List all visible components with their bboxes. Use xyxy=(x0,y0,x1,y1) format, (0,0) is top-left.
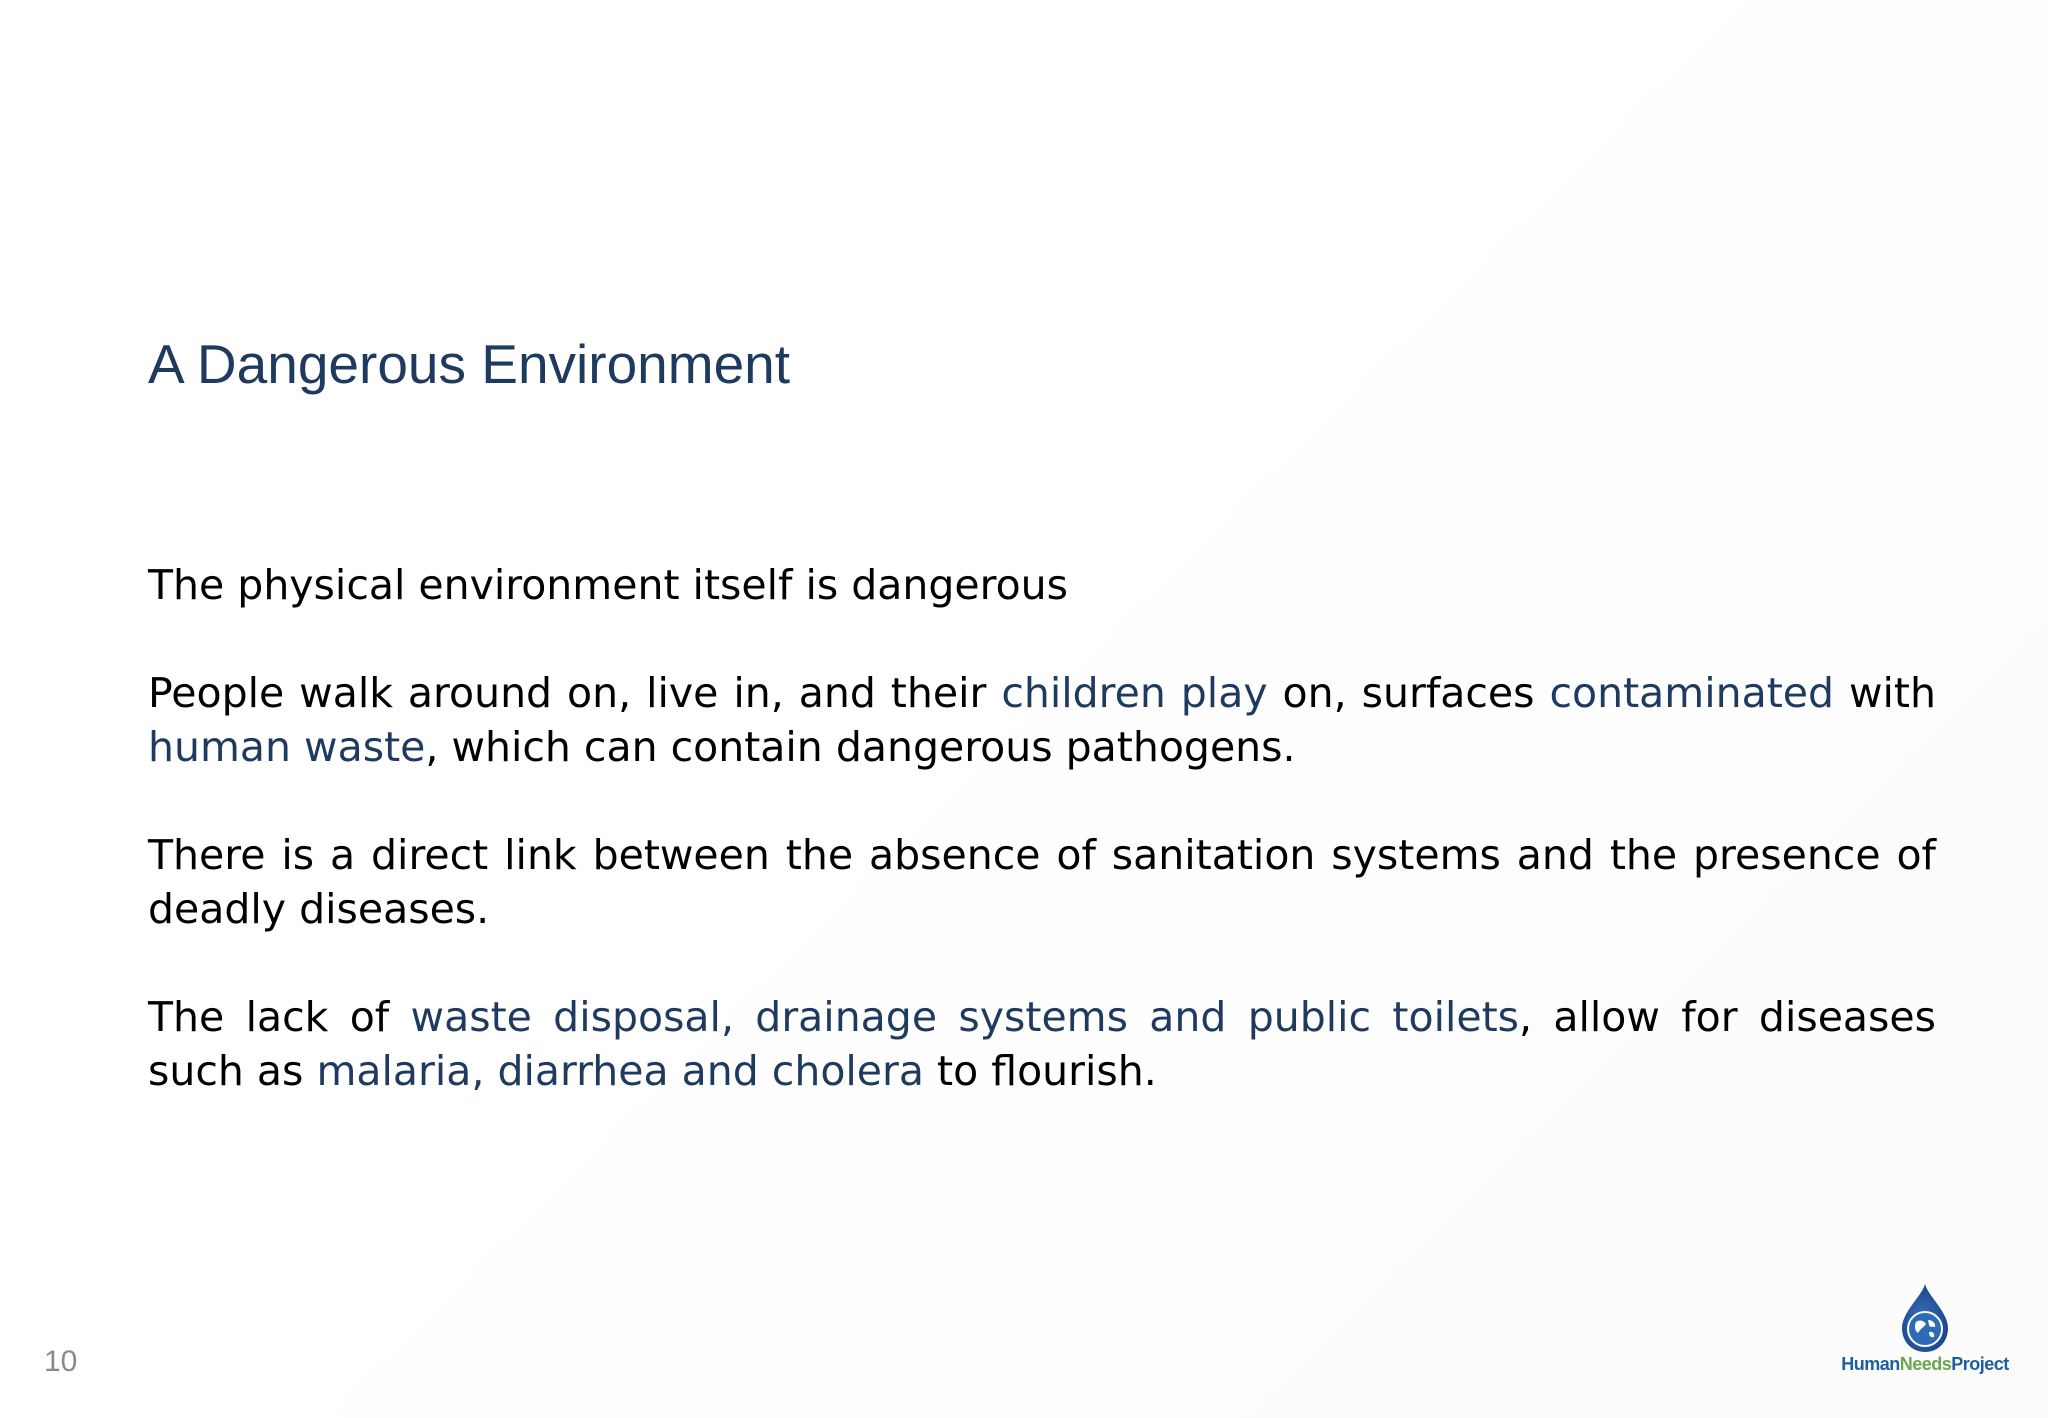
p2-text-1: People walk around on, live in, and their xyxy=(148,669,1002,717)
logo-word-needs: Needs xyxy=(1899,1354,1952,1374)
logo-word-human: Human xyxy=(1841,1354,1900,1374)
p2-highlight-human-waste: human waste xyxy=(148,723,426,771)
logo-wordmark xyxy=(1840,1354,2010,1375)
human-needs-project-logo xyxy=(1840,1282,2010,1382)
p4-text-1: The lack of xyxy=(148,993,411,1041)
p4-highlight-infrastructure: waste disposal, drainage systems and public toilets xyxy=(410,993,1520,1041)
paragraph-1 xyxy=(148,558,1936,612)
p2-highlight-children-play: children play xyxy=(1001,669,1268,717)
p4-highlight-diseases: malaria, diarrhea and cholera xyxy=(316,1047,925,1095)
p2-text-4: , which can contain dangerous pathogens. xyxy=(425,723,1296,771)
paragraph-4 xyxy=(148,990,1936,1098)
globe-droplet-icon xyxy=(1840,1282,2010,1354)
page-number: 10 xyxy=(44,1345,78,1378)
p2-text-3: with xyxy=(1834,669,1936,717)
slide-title: A Dangerous Environment xyxy=(148,333,791,395)
paragraph-3-text: There is a direct link between the absence of sanitation systems and the presence of deadly diseases. xyxy=(148,831,1936,933)
p4-text-2: , allow for diseases such as xyxy=(148,993,1936,1095)
paragraph-3 xyxy=(148,828,1936,936)
paragraph-2 xyxy=(148,666,1936,774)
p2-text-2: on, surfaces xyxy=(1267,669,1550,717)
paragraph-1-text: The physical environment itself is dangerous xyxy=(148,561,1069,609)
p4-text-3: to flourish. xyxy=(924,1047,1157,1095)
logo-word-project: Project xyxy=(1951,1354,2009,1374)
slide-body xyxy=(148,558,1936,1152)
p2-highlight-contaminated: contaminated xyxy=(1549,669,1835,717)
